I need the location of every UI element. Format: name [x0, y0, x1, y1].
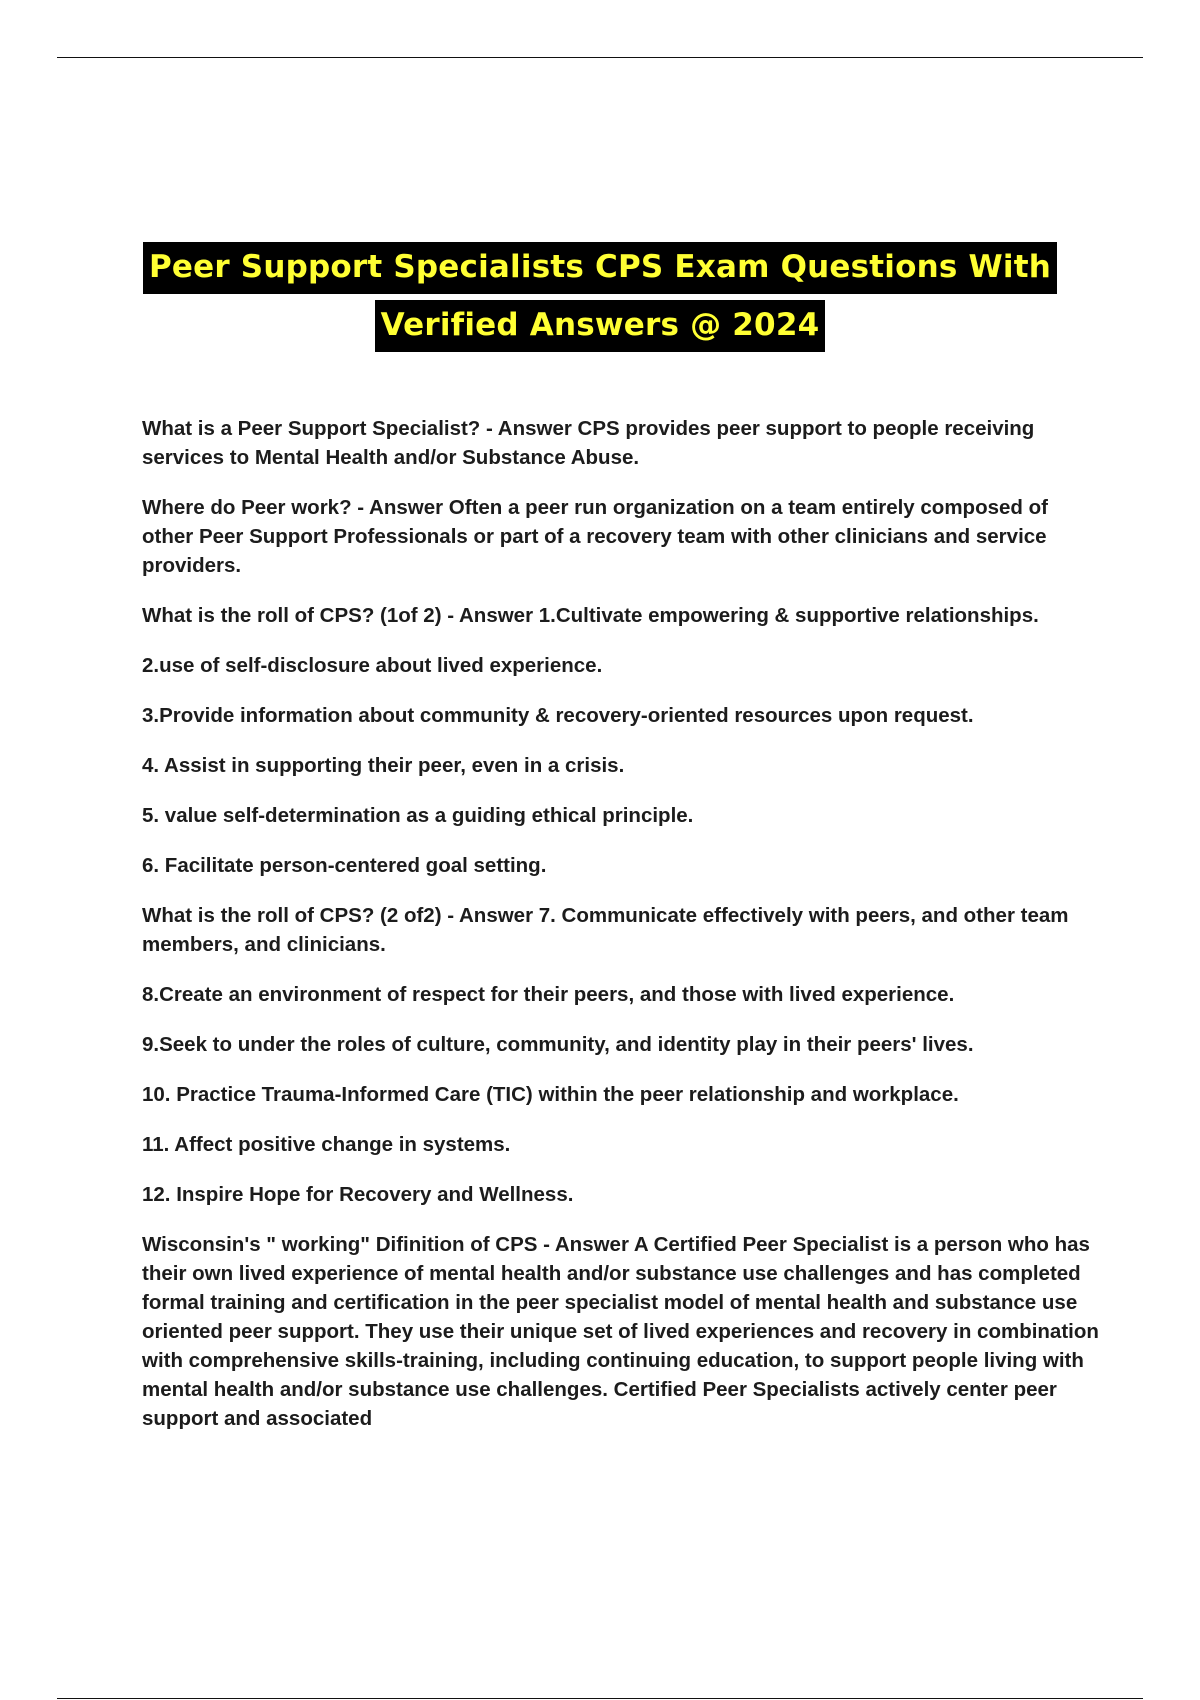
paragraph-8: 6. Facilitate person-centered goal setting.: [142, 854, 547, 877]
paragraph-5: 3.Provide information about community & recovery-oriented resources upon request.: [142, 704, 974, 727]
paragraph-7: 5. value self-determination as a guiding ethical principle.: [142, 804, 694, 827]
paragraph-3: What is the roll of CPS? (1of 2) - Answer 1.Cultivate empowering & supportive relationships.: [142, 604, 1039, 627]
paragraph-15: Wisconsin's " working" Difinition of CPS - Answer A Certified Peer Specialist is a person who has their own lived experience of mental health and/or substance use challenges and has completed formal training and certification in the peer specialist model of mental health and substance use oriented peer support. They use their unique set of lived experiences and recovery in combination with comprehensive skills-training, including continuing education, to support people living with mental health and/or substance use challenges. Certified Peer Specialists actively center peer support and associated: [142, 1233, 1099, 1430]
paragraph-13: 11. Affect positive change in systems.: [142, 1133, 511, 1156]
paragraph-6: 4. Assist in supporting their peer, even in a crisis.: [142, 754, 625, 777]
paragraph-11: 9.Seek to under the roles of culture, community, and identity play in their peers' lives.: [142, 1033, 974, 1056]
title-line-2: Verified Answers @ 2024: [375, 300, 826, 352]
paragraph-10: 8.Create an environment of respect for their peers, and those with lived experience.: [142, 983, 955, 1006]
bottom-rule: [57, 1698, 1143, 1699]
paragraph-9: What is the roll of CPS? (2 of2) - Answer 7. Communicate effectively with peers, and other team members, and clinicians.: [142, 904, 1069, 956]
paragraph-14: 12. Inspire Hope for Recovery and Wellness.: [142, 1183, 574, 1206]
title-line-1: Peer Support Specialists CPS Exam Questions With: [143, 242, 1057, 294]
document-title: [60, 242, 1140, 352]
top-rule: [57, 57, 1143, 58]
paragraph-1: What is a Peer Support Specialist? - Answer CPS provides peer support to people receiving services to Mental Health and/or Substance Abuse.: [142, 417, 1035, 469]
paragraph-2: Where do Peer work? - Answer Often a peer run organization on a team entirely composed of other Peer Support Professionals or part of a recovery team with other clinicians and service providers.: [142, 496, 1048, 577]
paragraph-4: 2.use of self-disclosure about lived experience.: [142, 654, 603, 677]
document-body: [142, 414, 1102, 1454]
paragraph-12: 10. Practice Trauma-Informed Care (TIC) within the peer relationship and workplace.: [142, 1083, 959, 1106]
